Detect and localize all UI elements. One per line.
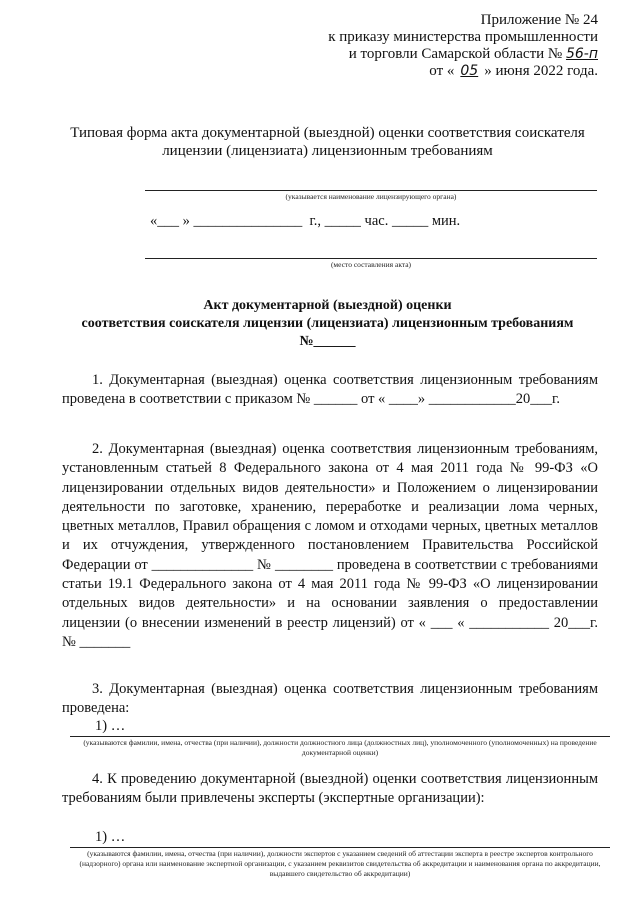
paragraph-3: 3. Документарная (выездная) оценка соответствия лицензионным требованиям проведена: [62,681,598,717]
place-line [145,258,597,259]
paragraph-4-caption: (указываются фамилии, имена, отчества (при наличии), должности экспертов с указанием сведений об аттестации эксперта в реестре экспертов контрольного (надзорного) органа или наименование экспертной организации, с указанием реквизитов свидетельства об аккредитации и наименования органа по аккредитации, выдавшего свидетельство об аккредитации) [79,849,601,878]
licensing-body-caption: (указывается наименование лицензирующего органа) [285,192,457,201]
order-date-line: от « 05 » июня 2022 года. [429,63,598,79]
order-reference: к приказу министерства промышленности [328,29,598,45]
place-caption: (место составления акта) [330,260,412,269]
act-title: Акт документарной (выездной) оценки соответствия соискателя лицензии (лицензиата) лицензионным требованиям №______ [81,298,574,349]
form-title: Типовая форма акта документарной (выездной) оценки соответствия соискателя лицензии (лицензиата) лицензионным требованиям [70,125,585,159]
handwritten-order-number: 56-п [565,46,598,62]
paragraph-4-item: 1) … [95,829,126,845]
paragraph-3-item: 1) … [95,718,126,734]
handwritten-day: 05 [460,63,479,79]
appendix-header [328,12,598,80]
paragraph-1: 1. Документарная (выездная) оценка соответствия лицензионным требованиям проведена в соответствии с приказом № ______ от « ____» ____________20___г. [62,372,598,408]
licensing-body-line [145,190,597,191]
paragraph-3-line [70,736,610,737]
order-number-line: и торговли Самарской области № 56-п [348,46,598,62]
date-time-line: «___ » _______________ г., _____ час. _____ мин. [150,213,461,229]
appendix-number: Приложение № 24 [480,12,598,28]
paragraph-3-caption: (указываются фамилии, имена, отчества (при наличии), должности должностного лица (должностных лиц), уполномоченного (уполномоченных) на проведение документарной оценки) [83,738,597,757]
paragraph-4-line [70,847,610,848]
paragraph-4: 4. К проведению документарной (выездной) оценки соответствия лицензионным требованиям были привлечены эксперты (экспертные организации): [62,771,598,807]
paragraph-2: 2. Документарная (выездная) оценка соответствия лицензионным требованиям, установленным статьей 8 Федерального закона от 4 мая 2011 года № 99-ФЗ «О лицензировании отдельных видов деятельности» и Положением о лицензировании деятельности по заготовке, хранению, переработке и реализации лома черных, цветных металлов, Правил обращения с ломом и отходами черных, цветных металлов и их отчуждения, утвержденного постановлением Правительства Российской Федерации от ______________ № ________ проведена в соответствии с требованиями статьи 19.1 Федерального закона от 4 мая 2011 года № 99-ФЗ «О лицензировании отдельных видов деятельности» и на основании заявления о предоставлении лицензии (о внесении изменений в реестр лицензий) от « ___ « ___________ 20___г. № _______ [62,441,598,650]
